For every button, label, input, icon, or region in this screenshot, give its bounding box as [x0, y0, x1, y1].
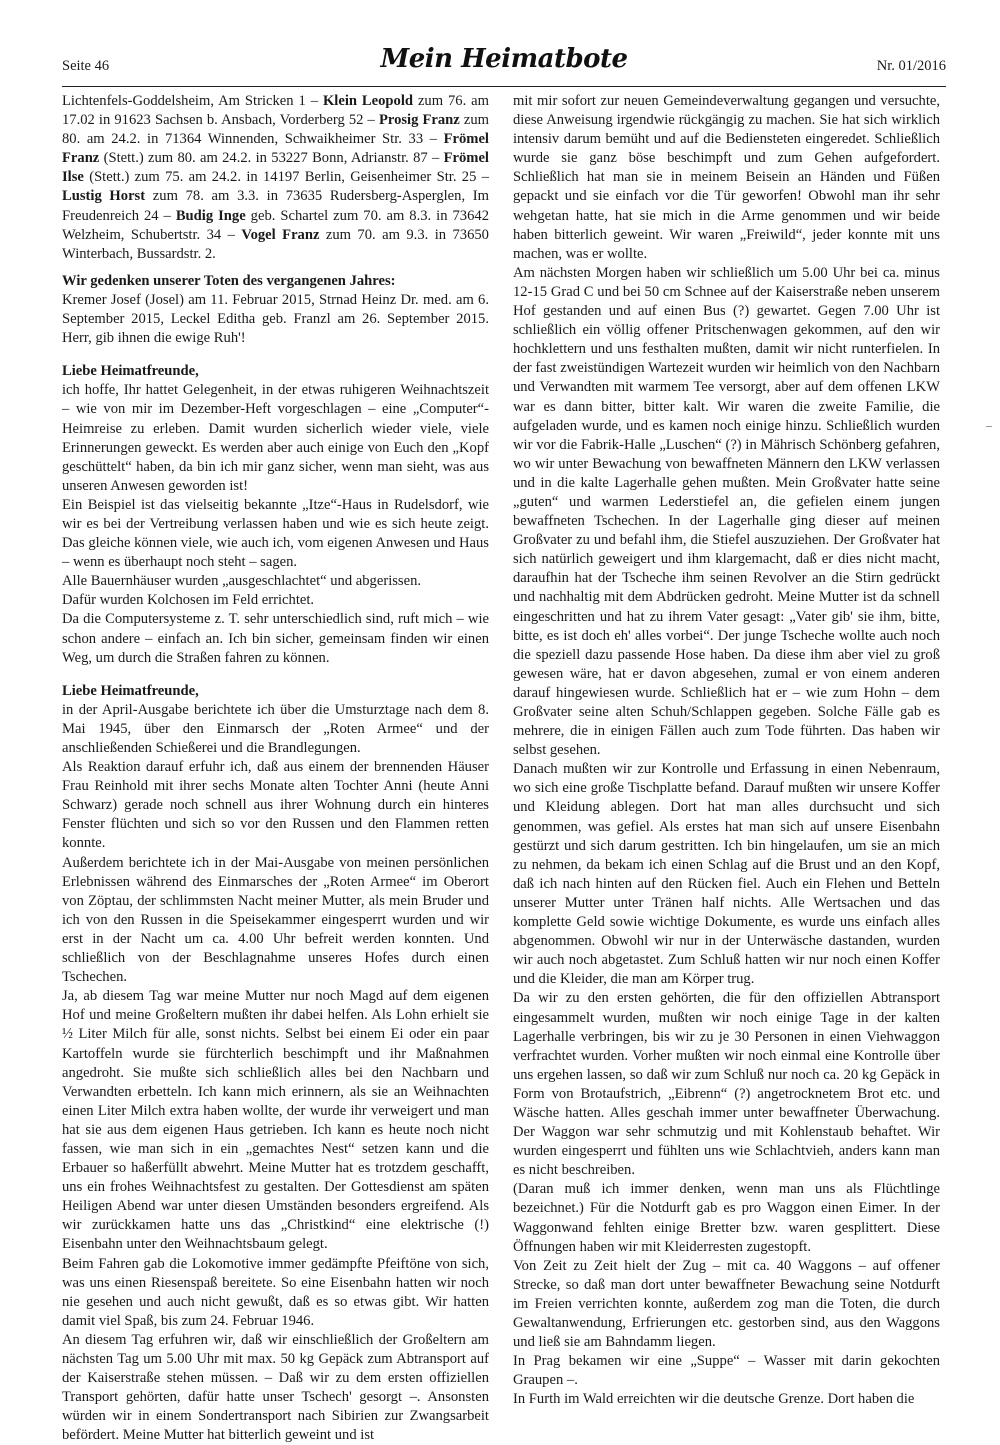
memorial-text: Kremer Josef (Josel) am 11. Februar 2015, Strnad Heinz Dr. med. am 6. September 2015, Leckel Editha geb. Franzl am 26. September 2015. Herr, gib ihnen die ewige Ruh'! — [62, 291, 489, 347]
paragraph: mit mir sofort zur neuen Gemeindeverwaltung gegangen und versuchte, diese Anweisung irgendwie rückgängig zu machen. Sie hat sich wirklich intensiv darum bemüht und auf die Bediensteten eingeredet. Schließlich wurde sie ganz böse beschimpft und zum Gehen aufgefordert. Schließlich hat man sie in meinem Beisein an Händen und Füßen gepackt und sie einfach vor die Tür geworfen! Obwohl man ihr sehr wehgetan hatte, hat sie mich in die Arme genommen und wir beide haben bitterlich geweint. Wir waren „Freiwild“, jeder konnte mit uns machen, was er wollte. — [513, 93, 940, 262]
birthday-list: Lichtenfels-Goddelsheim, Am Stricken 1 – Klein Leopold zum 76. am 17.02 in 91623 Sachsen b. Ansbach, Vorderberg 52 – Prosig Franz zum 80. am 24.2. in 71364 Winnenden, Schwaikheimer Str. 33 – Frömel Franz (Stett.) zum 80. am 24.2. in 53227 Bonn, Adrianstr. 87 – Frömel Ilse (Stett.) zum 75. am 24.2. in 14197 Berlin, Geisenheimer Str. 25 – Lustig Horst zum 78. am 3.3. in 73635 Rudersberg-Asperglen, Im Freudenreich 24 – Budig Inge geb. Schartel zum 70. am 8.3. in 73642 Welzheim, Schubertstr. 34 – Vogel Franz zum 70. am 9.3. in 73650 Winterbach, Bussardstr. 2. — [62, 93, 490, 262]
paragraph: Da die Computersysteme z. T. sehr unterschiedlich sind, ruft mich – wie schon andere – einfach an. Ich bin sicher, gemeinsam finden wir einen Weg, um durch die Straßen fahren zu können. — [62, 611, 489, 666]
paragraph: Beim Fahren gab die Lokomotive immer gedämpfte Pfeiftöne von sich, was uns einen Riesenspaß bereitete. So eine Eisenbahn hatten wir noch nie gesehen und auch nicht gewußt, daß es so etwas gibt. Wir hatten damit viel Spaß, bis zum 24. Februar 1946. — [62, 1255, 489, 1329]
left-column — [62, 92, 489, 1445]
issue-number: Nr. 01/2016 — [876, 58, 946, 74]
paragraph: Ein Beispiel ist das vielseitig bekannte „Itze“-Haus in Rudelsdorf, wie wir es bei der Vertreibung verlassen haben und wie es sich heute zeigt. Das gleiche können viele, wie auch ich, vom eigenen Anwesen und Haus – wenn es überhaupt noch steht – sagen. — [62, 496, 489, 571]
paragraph: Danach mußten wir zur Kontrolle und Erfassung in einen Nebenraum, wo sich eine große Tischplatte befand. Darauf mußten wir unsere Koffer und Kleidung ablegen. Dort hat man alles durchsucht und sich genommen, was gefiel. Als erstes hat man sich auf unsere Eisenbahn gestürzt und sich darum gestritten. Ich bin hingelaufen, um sie an mich zu nehmen, da bekam ich einen Schlag auf die Brust und an den Kopf, daß ich nach hinten auf den Rücken fiel. Auch ein Flehen und Betteln unserer Mutter unter Tränen half nichts. Alle Wertsachen und das komplette Geld sowie wichtige Dokumente, es wurde uns einfach alles abgenommen. Obwohl wir nur in der Unterwäsche dastanden, wurden wir auch noch abgetastet. Zum Schluß hatten wir nur noch einen Koffer und die Kleider, die man am Körper trug. — [513, 761, 940, 988]
right-column — [513, 92, 940, 1409]
memorial-heading: Wir gedenken unserer Toten des vergangenen Jahres: — [62, 272, 396, 289]
paragraph: Dafür wurden Kolchosen im Feld errichtet. — [62, 592, 315, 609]
masthead-logo: Mein Heimatbote — [380, 44, 628, 74]
greeting-heading-1: Liebe Heimatfreunde, — [62, 363, 199, 380]
paragraph: In Furth im Wald erreichten wir die deutsche Grenze. Dort haben die — [513, 1391, 915, 1408]
paragraph: Außerdem berichtete ich in der Mai-Ausgabe von meinen persönlichen Erlebnissen während des Einmarsches der „Roten Armee“ im Oberort von Zöptau, der schlimmsten Nacht meiner Mutter, als mein Bruder und ich von den Russen in die Speisekammer eingesperrt wurden und wir erst in der Nacht um ca. 4.00 Uhr befreit werden konnten. Und schließlich von der Beschlagnahme unseres Hofes durch einen Tschechen. — [62, 854, 489, 986]
header-rule — [62, 86, 946, 87]
paragraph: An diesem Tag erfuhren wir, daß wir einschließlich der Großeltern am nächsten Tag um 5.00 Uhr mit max. 50 kg Gepäck zum Abtransport auf der Kaiserstraße stehen müssen. – Daß wir zu dem ersten offiziellen Transport gehörten, dafür hatte unser Tschech' gesorgt –. Ansonsten würden wir in einem Sondertransport nach Sibirien zur Zwangsarbeit befördert. Meine Mutter hat bitterlich geweint und ist — [62, 1331, 489, 1444]
paragraph: In Prag bekamen wir eine „Suppe“ – Wasser mit darin gekochten Graupen –. — [513, 1353, 940, 1389]
paragraph: Alle Bauernhäuser wurden „ausgeschlachtet“ und abgerissen. — [62, 573, 422, 590]
paragraph: Da wir zu den ersten gehörten, die für den offiziellen Abtransport eingesammelt wurden, mußten wir noch einige Tage in der kalten Lagerhalle verbringen, bis wir zu je 30 Personen in einen Viehwaggon verfrachtet wurden. Vorher mußten wir noch einmal eine Kontrolle über uns ergehen lassen, so daß wir zum Schluß nur noch ca. 20 kg Gepäck in Form von Brotaufstrich, „Eibrenn“ (?) angetrocknetem Brot etc. und Wäsche hatten. Alles geschah immer unter bewaffneter Überwachung. Der Waggon war sehr schmutzig und mit Kohlenstaub behaftet. Wir wurden eingesperrt und fühlten uns wie Schlachtvieh, anders kann man es nicht beschreiben. — [513, 990, 940, 1179]
paragraph: (Daran muß ich immer denken, wenn man uns als Flüchtlinge bezeichnet.) Für die Notdurft gab es pro Waggon einen Eimer. In der Waggonwand fehlten einige Bretter bzw. waren gesplittert. Diese Öffnungen haben wir mit Kleiderresten zugestopft. — [513, 1181, 940, 1255]
paragraph: Von Zeit zu Zeit hielt der Zug – mit ca. 40 Waggons – auf offener Strecke, so daß man dort unter bewaffneter Bewachung seine Notdurft im Freien verrichten konnte, außerdem zog man die Toten, die durch Gewaltanwendung, Erfrierungen etc. gestorben sind, aus den Waggons und ließ sie am Bahndamm liegen. — [513, 1257, 940, 1351]
paragraph: Ja, ab diesem Tag war meine Mutter nur noch Magd auf dem eigenen Hof und meine Großeltern mußten ihr dabei helfen. Als Lohn erhielt sie ½ Liter Milch für alle, sonst nichts. Selbst bei einem Ei oder ein paar Kartoffeln wurde sie fürchterlich beschimpft und ihr Maßnahmen angedroht. Sie mußte sich schließlich alles bei den Nachbarn und Verwandten erbetteln. Ich kann mich erinnern, als sie an Weihnachten einen Liter Milch extra haben wollte, der wurde ihr verweigert und man hat sie aus dem eigenen Haus getrieben. Ich kann es heute noch nicht fassen, wie man sich in ein „gemachtes Nest“ setzen kann und die Erbauer so haßerfüllt abwehrt. Meine Mutter hat es trotzdem geschafft, uns ein frohes Weihnachtsfest zu gestalten. Der Gottesdienst am späten Heiligen Abend war unter diesen Umständen besonders ergreifend. Als wir zurückkamen hatte uns das „Christkind“ eine elektrische (!) Eisenbahn unter den Weihnachtsbaum gelegt. — [62, 988, 489, 1253]
paragraph: in der April-Ausgabe berichtete ich über die Umsturztage nach dem 8. Mai 1945, über den Einmarsch der „Roten Armee“ und der anschließenden Schießerei und die Brandlegungen. — [62, 701, 489, 756]
page-header — [62, 44, 946, 84]
greeting-heading-2: Liebe Heimatfreunde, — [62, 682, 199, 699]
paragraph: ich hoffe, Ihr hattet Gelegenheit, in der etwas ruhigeren Weihnachtszeit – wie von mir im Dezember-Heft vorgeschlagen – eine „Computer“-Heimreise zu erleben. Damit wurden sicherlich wieder viele, viele Erinnerungen geweckt. Es werden aber auch einige von Euch den „Kopf geschüttelt“ haben, da bin ich mir ganz sicher, wenn man sieht, was aus unseren Anwesen geworden ist! — [62, 382, 489, 494]
page-number: Seite 46 — [62, 58, 110, 74]
paragraph: Als Reaktion darauf erfuhr ich, daß aus einem der brennenden Häuser Frau Reinhold mit ihrer sechs Monate alten Tochter Anni (heute Anni Schwarz) gerade noch schnell aus ihrer Wohnung durch ein hinteres Fenster flüchten und sich so vor den Russen und den Flammen retten konnte. — [62, 759, 489, 852]
margin-mark — [986, 426, 992, 427]
paragraph: Am nächsten Morgen haben wir schließlich um 5.00 Uhr bei ca. minus 12-15 Grad C und bei 50 cm Schnee auf der Kaiserstraße neben unserem Hof gestanden und auf einen Bus (?) gewartet. Gegen 7.00 Uhr ist schließlich ein völlig offener Pritschenwagen gekommen, auf den wir hochklettern und uns festhalten mußten, damit wir nicht runterfielen. In der fast zweistündigen Wartezeit wurden wir heimlich von den Nachbarn und Verwandten mit warmem Tee versorgt, aber auf dem offenen LKW war es dann bitter, bitter kalt. Wir waren die zweite Familie, die aufgeladen wurde, und es kamen noch einige hinzu. Schließlich wurden wir vor die Fabrik-Halle „Luschen“ (?) in Mährisch Schönberg gefahren, wo wir unter Bewachung von bewaffneten Männern den LKW verlassen und in die kalte Lagerhalle gehen mußten. Mein Großvater hatte seine „guten“ und warmen Lederstiefel an, die gefielen einem jungen bewaffneten Tschechen. In der Lagerhalle ging dieser auf meinen Großvater zu und befahl ihm, die Stiefel auszuziehen. Der Großvater hat sich natürlich geweigert und ihm klargemacht, daß er dies nicht macht, daraufhin hat der Tscheche ihm seinen Revolver an die Stirn gedrückt und nachhaltig mit dem Abdrücken gedroht. Meine Mutter ist da schnell eingeschritten und hat zu ihrem Vater gesagt: „Vater gib' sie ihm, bitte, bitte, es ist doch eh' alles vorbei“. Der junge Tscheche wollte auch noch die speziell dazu passende Hose haben. Da diese ihm aber viel zu groß gewesen wäre, hat er davon abgesehen, zumal er von einem anderen darauf hingewiesen wurde. Schließlich hat er – wie zum Hohn – dem Großvater seine alten Schuh/Schlappen gegeben. Solche Fälle gab es mehrere, die in einigen Fällen auch zum Tode führten. Das haben wir selbst gesehen. — [513, 264, 940, 759]
